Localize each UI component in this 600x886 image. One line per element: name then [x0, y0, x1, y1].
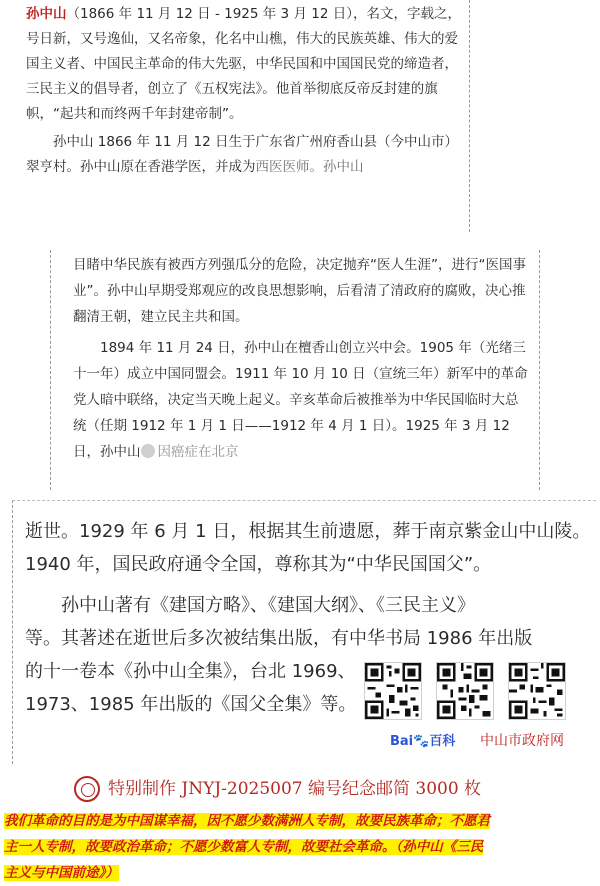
seal-icon	[74, 776, 100, 802]
qr-code-2[interactable]	[436, 662, 494, 720]
quote-line-2	[4, 834, 596, 860]
commemorative-text: 特别制作 JNYJ-2025007 编号纪念邮简 3000 枚	[108, 779, 482, 799]
legacy-section	[12, 500, 596, 764]
birth-text-faded: 西医医师。孙中山	[255, 159, 364, 175]
quote-text-1: 我们革命的目的是为中国谋幸福，因不愿少数满洲人专制，故要民族革命；不愿君	[4, 813, 490, 829]
baike-text: 百科	[429, 734, 456, 749]
quote-line-1	[4, 808, 596, 834]
quote-text-2: 主一人专制，故要政治革命；不愿少数富人专制，故要社会革命。（孙中山《三民	[4, 839, 484, 855]
timeline-paragraph	[73, 335, 531, 465]
baidu-baike-logo[interactable]	[390, 730, 455, 749]
baidu-text: Bai	[390, 734, 414, 749]
intro-section	[26, 0, 470, 232]
revolution-paragraph: 目睹中华民族有被西方列强瓜分的危险，决定抛弃“医人生涯”，进行“医国事业”。孙中山早期受郑观应的改良思想影响，后看清了清政府的腐败，决心推翻清王朝，建立民主共和国。	[73, 257, 526, 325]
quote-text-3: 主义与中国前途》）	[4, 865, 119, 881]
intro-paragraph	[26, 0, 469, 127]
commemorative-line	[70, 774, 570, 804]
timeline-text: 1894 年 11 月 24 日，孙中山在檀香山创立兴中会。1905 年（光绪三十一年）成立中国同盟会。1911 年 10 月 10 日（宣统三年）新军中的革命党人暗中联络，决定当天晚上起义。辛亥革命后被推举为中华民国临时大总统（任期 1912 年 1 月 1 日——1912 年 4 月 1 日）。1925 年 3 月 12 日，孙中山	[73, 340, 528, 460]
quote-box	[0, 806, 600, 880]
birth-text: 孙中山 1866 年 11 月 12 日生于广东省广州府香山县（今中山市）翠亨村。孙中山原在香港学医，并成为	[26, 134, 458, 175]
birth-paragraph	[26, 130, 469, 180]
revolution-section	[50, 250, 540, 490]
paw-icon: 🐾	[413, 734, 430, 749]
legacy-paragraph: 逝世。1929 年 6 月 1 日，根据其生前遗愿，葬于南京紫金山中山陵。1940 年，国民政府通令全国，尊称其为“中华民国国父”。	[25, 521, 591, 575]
works-paragraph-line1: 孙中山著有《建国方略》、《建国大纲》、《三民主义》	[61, 595, 475, 616]
works-paragraph-line2: 等。其著述在逝世后多次被结集出版，有中华书局 1986 年出版	[25, 628, 533, 649]
quote-line-3	[4, 860, 596, 886]
works-paragraph-rest: 的十一卷本《孙中山全集》，台北 1969、1973、1985 年出版的《国父全集》等。	[25, 661, 357, 715]
name-highlight: 孙中山	[26, 6, 67, 22]
watermark-icon	[141, 444, 155, 458]
qr-code-1[interactable]	[364, 662, 422, 720]
timeline-text-faded: 因癌症在北京	[157, 444, 239, 460]
qr-code-row	[364, 662, 592, 720]
qr-code-3[interactable]	[508, 662, 566, 720]
gov-site-label: 中山市政府网	[480, 733, 564, 749]
intro-text: （1866 年 11 月 12 日 - 1925 年 3 月 12 日），名文，字载之，号日新，又号逸仙，又名帝象，化名中山樵，伟大的民族英雄、伟大的爱国主义者、中国民主革命的伟大先驱，中华民国和中国国民党的缔造者，三民主义的倡导者，创立了《五权宪法》。他首举彻底反帝反封建的旗帜，“起共和而终两千年封建帝制”。	[26, 6, 461, 122]
